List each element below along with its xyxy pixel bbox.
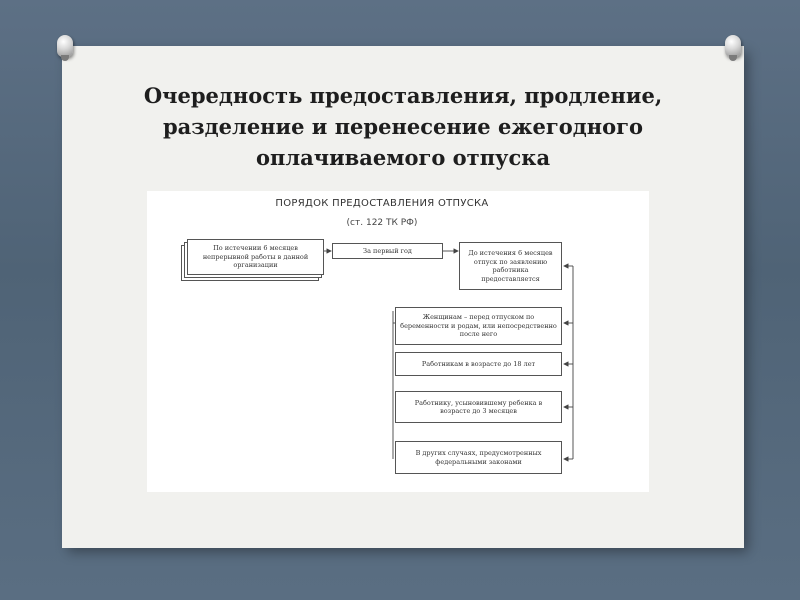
box-women: Женщинам – перед отпуском по беременности и родам, или непосредственно после него [395, 307, 562, 345]
pushpin-icon [57, 35, 73, 57]
box-other-cases: В других случаях, предусмотренных федеральными законами [395, 441, 562, 474]
box-adopted: Работнику, усыновившему ребенка в возрасте до 3 месяцев [395, 391, 562, 423]
box-six-months: По истечении 6 месяцев непрерывной работы в данной организации [187, 239, 324, 275]
slide-title [62, 80, 744, 173]
diagram-subtitle: (ст. 122 ТК РФ) [346, 218, 418, 228]
box-before-six-months: До истечения 6 месяцев отпуск по заявлению работника предоставляется [459, 242, 562, 290]
box-minors: Работникам в возрасте до 18 лет [395, 352, 562, 376]
slide-title-line: Очередность предоставления, продление, [143, 83, 663, 108]
leave-procedure-diagram [147, 191, 649, 492]
box-first-year: За первый год [332, 243, 443, 259]
slide-title-line: разделение и перенесение ежегодного [162, 114, 644, 139]
pushpin-icon [725, 35, 741, 57]
diagram-title: ПОРЯДОК ПРЕДОСТАВЛЕНИЯ ОТПУСКА [275, 198, 489, 209]
slide-title-line: оплачиваемого отпуска [255, 145, 551, 170]
